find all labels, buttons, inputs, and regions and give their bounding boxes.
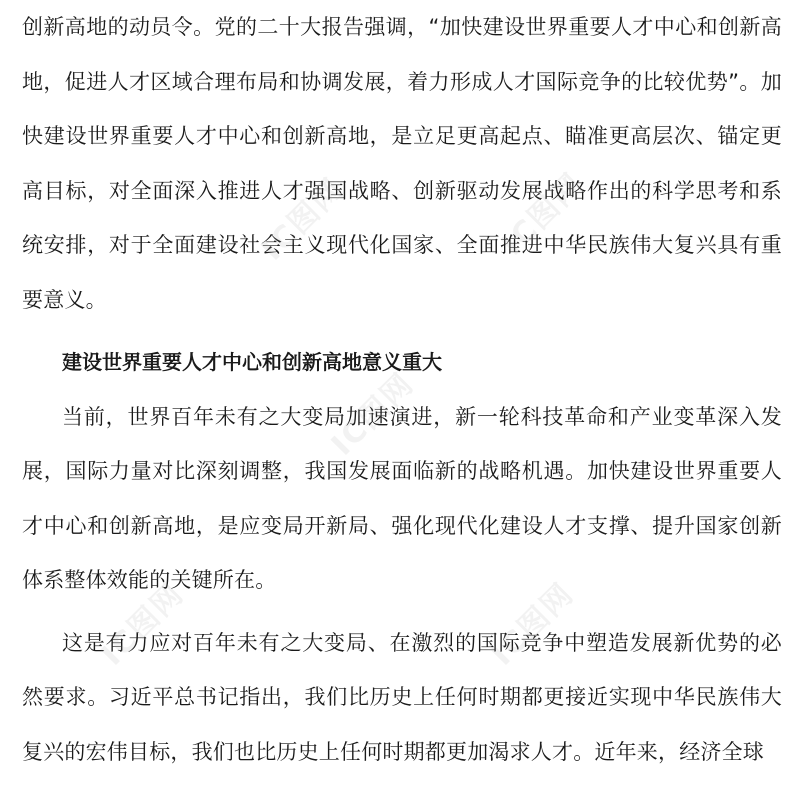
watermark-logo: IC图网: [94, 576, 192, 673]
watermark-logo: IC图网: [324, 366, 422, 463]
watermark-logo: IC图网: [484, 576, 582, 673]
document-page: [22, 0, 782, 800]
paragraph-1: 创新高地的动员令。党的二十大报告强调，“加快建设世界重要人才中心和创新高地，促进人才区域合理布局和协调发展，着力形成人才国际竞争的比较优势”。加快建设世界重要人才中心和创新高地，是立足更高起点、瞄准更高层次、锚定更高目标，对全面深入推进人才强国战略、创新驱动发展战略作出的科学思考和系统安排，对于全面建设社会主义现代化国家、全面推进中华民族伟大复兴具有重要意义。: [22, 15, 782, 312]
watermark-logo: IC图网: [254, 171, 352, 268]
section-heading: 建设世界重要人才中心和创新高地意义重大: [62, 350, 442, 374]
paragraph-3: 这是有力应对百年未有之大变局、在激烈的国际竞争中塑造发展新优势的必然要求。习近平总书记指出，我们比历史上任何时期都更接近实现中华民族伟大复兴的宏伟目标，我们也比历史上任何时期都更加渴求人才。近年来，经济全球: [22, 630, 782, 764]
watermark-logo: IC图网: [494, 166, 592, 263]
paragraph-2: 当前，世界百年未有之大变局加速演进，新一轮科技革命和产业变革深入发展，国际力量对比深刻调整，我国发展面临新的战略机遇。加快建设世界重要人才中心和创新高地，是应变局开新局、强化现代化建设人才支撑、提升国家创新体系整体效能的关键所在。: [22, 404, 782, 592]
